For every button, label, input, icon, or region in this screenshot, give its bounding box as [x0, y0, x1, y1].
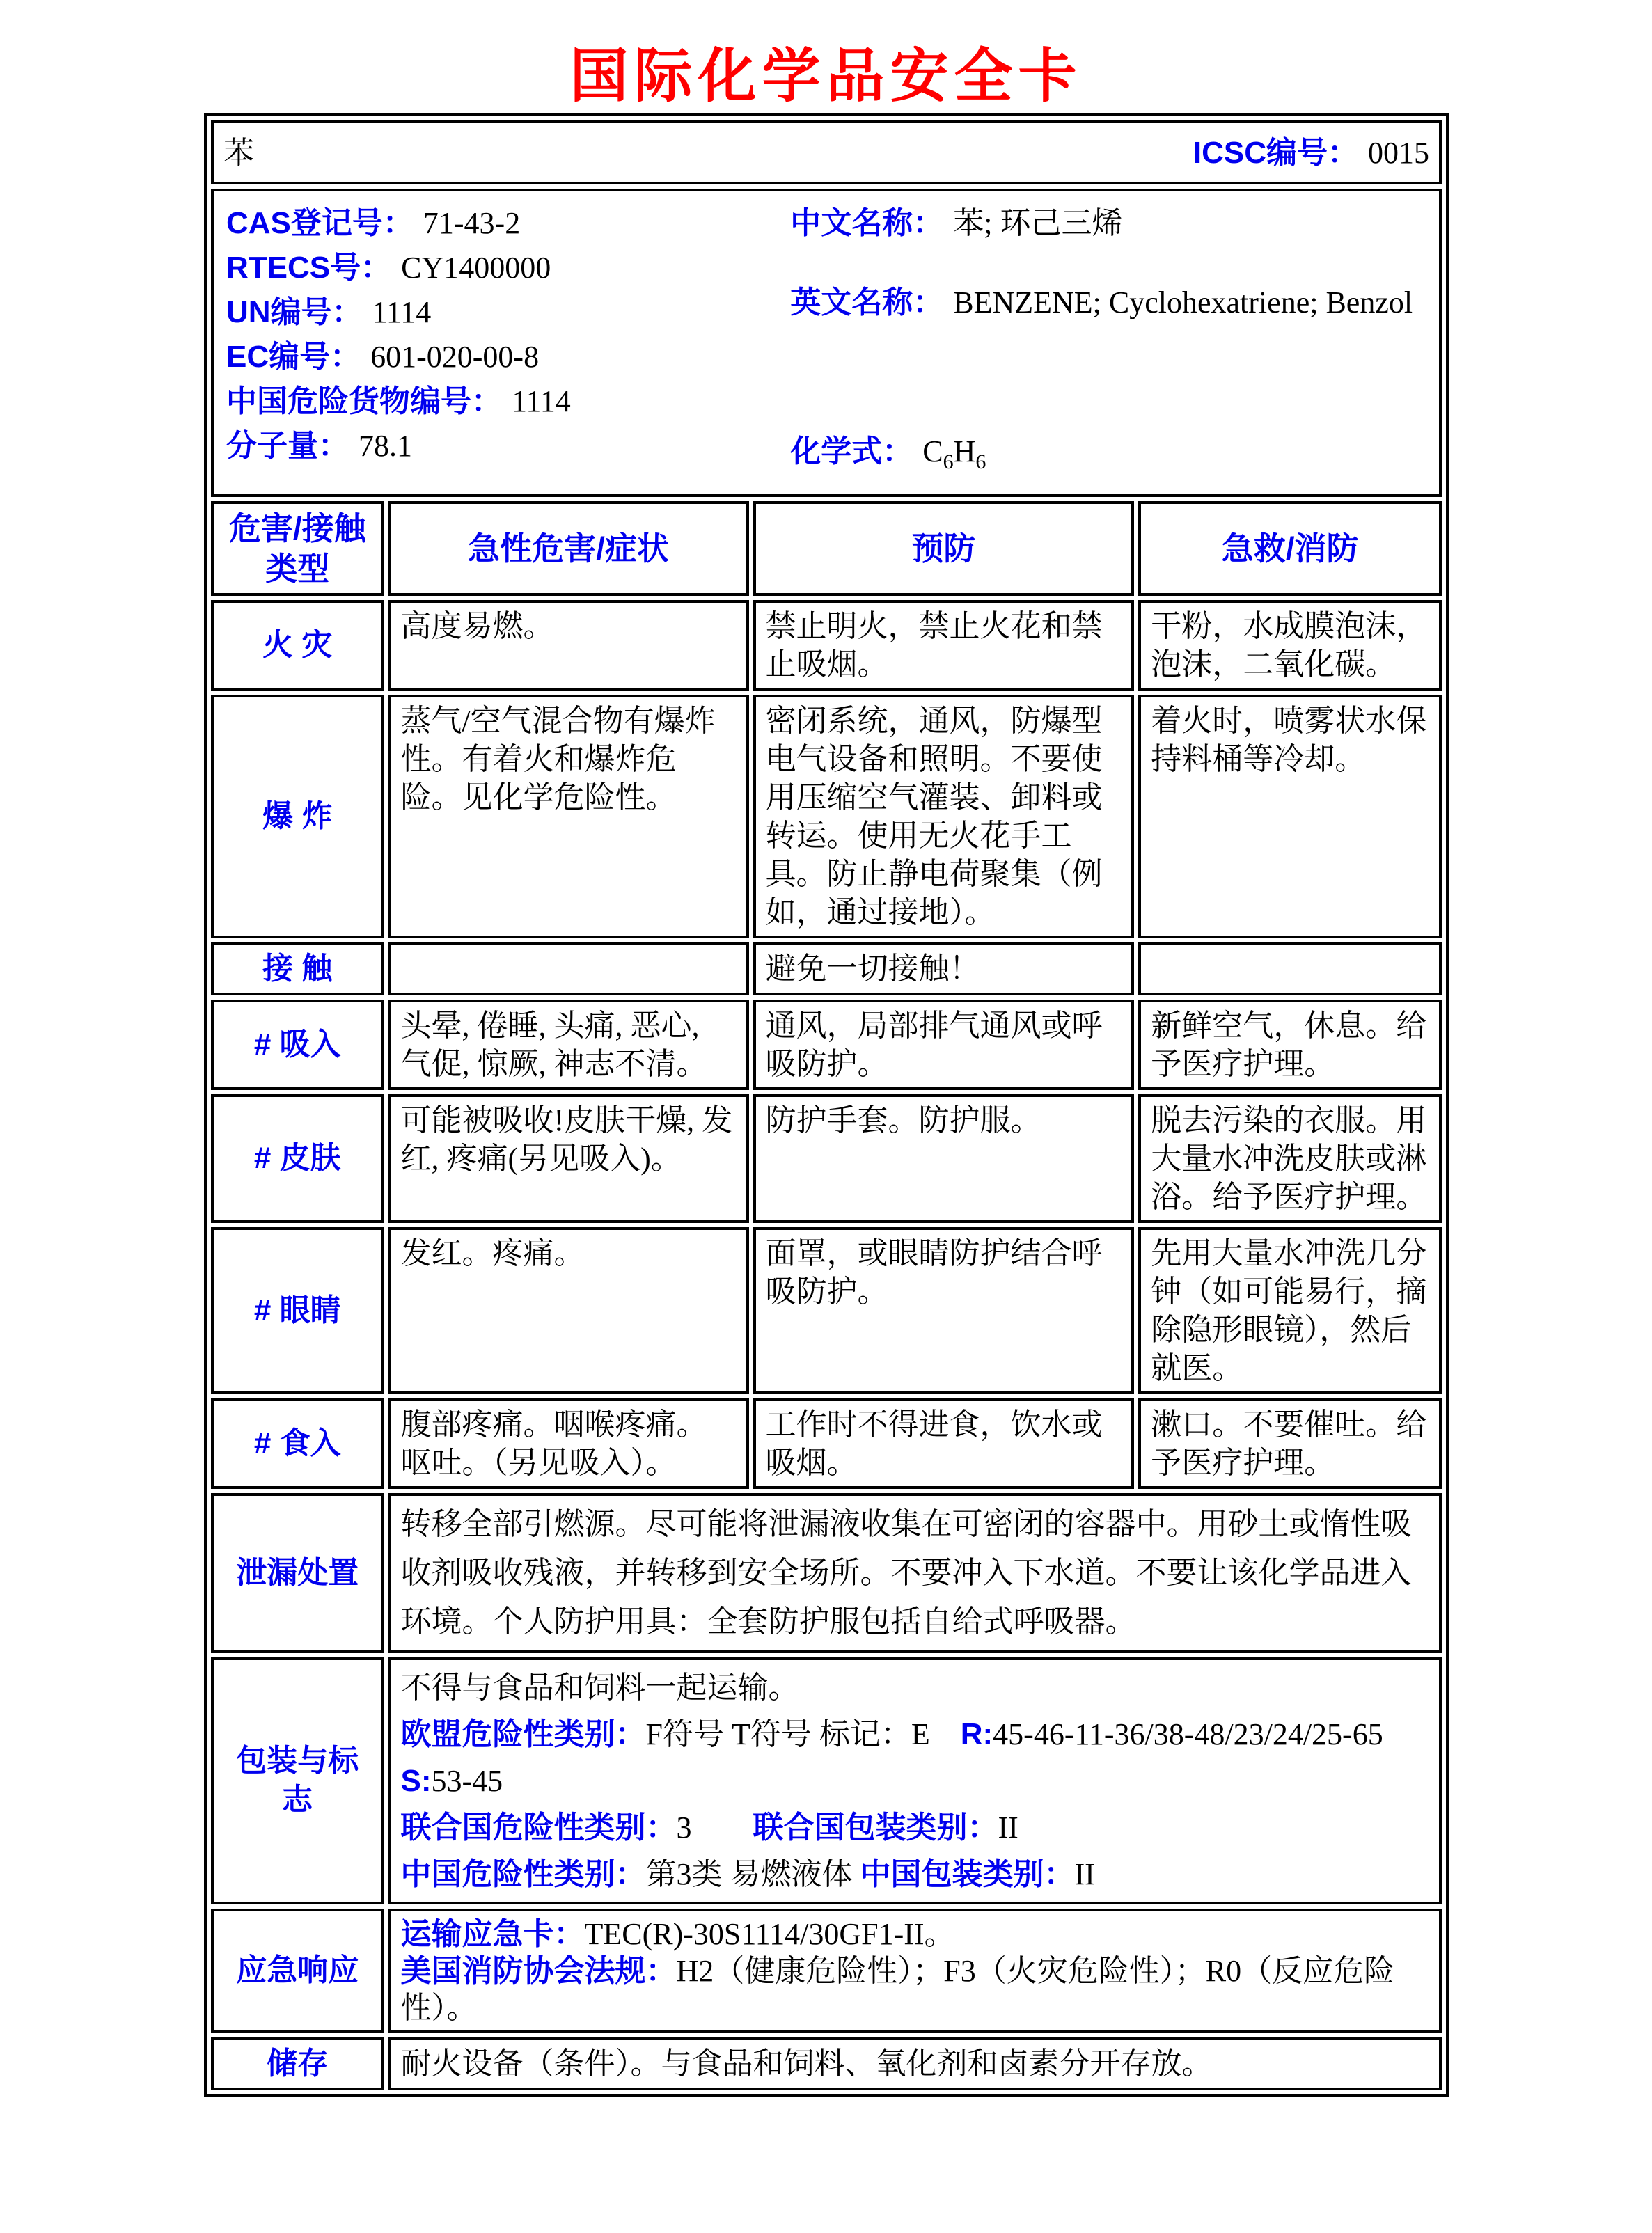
- packaging-transport-line: 不得与食品和饲料一起运输。: [400, 1670, 799, 1705]
- row-spill-label: 泄漏处置: [211, 1493, 384, 1653]
- row-emergency-content: [388, 1909, 1442, 2033]
- row-explosion-prevention: 密闭系统，通风，防爆型电气设备和照明。不要使用压缩空气灌装、卸料或转运。使用无火花手工具。防止静电荷聚集（例如，通过接地）。: [753, 695, 1135, 938]
- row-packaging-label: 包装与标志: [211, 1657, 384, 1904]
- row-skin: [211, 1094, 1442, 1223]
- row-inhalation-symptoms: 头晕, 倦睡, 头痛, 恶心, 气促, 惊厥, 神志不清。: [388, 1000, 749, 1090]
- header-acute-symptoms: 急性危害/症状: [388, 501, 749, 596]
- row-exposure-prevention: 避免一切接触！: [753, 942, 1135, 995]
- row-eyes: [211, 1227, 1442, 1394]
- formula-line: 化学式： $C_6H_6$: [790, 434, 986, 473]
- row-explosion-label: 爆 炸: [211, 695, 384, 938]
- emergency-tec-line: 运输应急卡：TEC(R)-30S1114/30GF1-II。: [400, 1916, 955, 1951]
- name-row: [211, 120, 1442, 184]
- row-inhalation-firstaid: 新鲜空气，休息。给予医疗护理。: [1138, 1000, 1442, 1090]
- row-storage-label: 储存: [211, 2037, 384, 2090]
- row-inhalation: [211, 1000, 1442, 1090]
- row-ingestion-prevention: 工作时不得进食，饮水或吸烟。: [753, 1398, 1135, 1489]
- row-explosion-symptoms: 蒸气/空气混合物有爆炸性。有着火和爆炸危险。见化学危险性。: [388, 695, 749, 938]
- china-dg-number-line: 中国危险货物编号： 1114: [226, 384, 571, 418]
- row-ingestion-label: # 食入: [211, 1398, 384, 1489]
- row-exposure-symptoms: [388, 942, 749, 995]
- formula-value: $C_6H_6$: [922, 434, 986, 473]
- safety-card-table: [204, 113, 1449, 2097]
- icsc-label: ICSC编号：: [1193, 135, 1358, 170]
- row-fire-prevention: 禁止明火，禁止火花和禁止吸烟。: [753, 600, 1135, 691]
- row-skin-symptoms: 可能被吸收!皮肤干燥, 发红, 疼痛(另见吸入)。: [388, 1094, 749, 1223]
- ec-number-line: EC编号： 601-020-00-8: [226, 340, 540, 374]
- row-explosion: [211, 695, 1442, 938]
- english-name-line: 英文名称： BENZENE; Cyclohexatriene; Benzol: [790, 285, 1413, 319]
- row-inhalation-label: # 吸入: [211, 1000, 384, 1090]
- row-skin-prevention: 防护手套。防护服。: [753, 1094, 1135, 1223]
- row-eyes-prevention: 面罩，或眼睛防护结合呼吸防护。: [753, 1227, 1135, 1394]
- substance-name: 苯: [223, 135, 254, 170]
- header-firstaid-firefighting: 急救/消防: [1138, 501, 1442, 596]
- row-eyes-symptoms: 发红。疼痛。: [388, 1227, 749, 1394]
- row-fire-firstaid: 干粉，水成膜泡沫，泡沫，二氧化碳。: [1138, 600, 1442, 691]
- rtecs-number-line: RTECS号： CY1400000: [226, 251, 551, 285]
- cas-number-line: CAS登记号： 71-43-2: [226, 206, 521, 240]
- row-fire: [211, 600, 1442, 691]
- row-packaging-content: [388, 1657, 1442, 1904]
- row-storage: [211, 2037, 1442, 2090]
- icsc-value: 0015: [1368, 135, 1429, 170]
- row-packaging-labelling: [211, 1657, 1442, 1904]
- row-emergency-response: [211, 1909, 1442, 2033]
- row-exposure-label: 接 触: [211, 942, 384, 995]
- row-skin-label: # 皮肤: [211, 1094, 384, 1223]
- emergency-nfpa-line: 美国消防协会法规：H2（健康危险性）；F3（火灾危险性）；R0（反应危险性）。: [400, 1953, 1395, 2025]
- header-hazard-type: 危害/接触类型: [211, 501, 384, 596]
- header-prevention: 预防: [753, 501, 1135, 596]
- packaging-china-class-line: 中国危险性类别：第3类 易燃液体 中国包装类别：II: [400, 1856, 1095, 1891]
- molecular-weight-line: 分子量： 78.1: [226, 429, 412, 463]
- page-title: 国际化学品安全卡: [569, 45, 1083, 109]
- row-ingestion-firstaid: 漱口。不要催吐。给予医疗护理。: [1138, 1398, 1442, 1489]
- name-cell: [211, 120, 1442, 184]
- row-eyes-firstaid: 先用大量水冲洗几分钟（如可能易行，摘除隐形眼镜），然后就医。: [1138, 1227, 1442, 1394]
- row-skin-firstaid: 脱去污染的衣服。用大量水冲洗皮肤或淋浴。给予医疗护理。: [1138, 1094, 1442, 1223]
- hazard-header-row: [211, 501, 1442, 596]
- info-row: [211, 189, 1442, 497]
- row-eyes-label: # 眼睛: [211, 1227, 384, 1394]
- row-ingestion-symptoms: 腹部疼痛。咽喉疼痛。呕吐。（另见吸入）。: [388, 1398, 749, 1489]
- row-exposure-firstaid: [1138, 942, 1442, 995]
- un-number-line: UN编号： 1114: [226, 295, 432, 329]
- packaging-un-class-line: 联合国危险性类别：3 联合国包装类别：II: [400, 1810, 1018, 1845]
- row-exposure: [211, 942, 1442, 995]
- row-storage-content: 耐火设备（条件）。与食品和饲料、氧化剂和卤素分开存放。: [388, 2037, 1442, 2090]
- icsc-number: [1193, 134, 1429, 172]
- row-fire-label: 火 灾: [211, 600, 384, 691]
- row-explosion-firstaid: 着火时，喷雾状水保持料桶等冷却。: [1138, 695, 1442, 938]
- name-list: [790, 201, 1426, 484]
- row-inhalation-prevention: 通风，局部排气通风或呼吸防护。: [753, 1000, 1135, 1090]
- row-emergency-label: 应急响应: [211, 1909, 384, 2033]
- packaging-eu-class-line: 欧盟危险性类别：F符号 T符号 标记：E R:45-46-11-36/38-48/23/24/25-65 S:53-45: [400, 1717, 1414, 1798]
- row-spill-disposal: [211, 1493, 1442, 1653]
- chinese-name-line: 中文名称： 苯; 环己三烯: [790, 206, 1123, 240]
- info-cell: [211, 189, 1442, 497]
- identifier-list: [226, 201, 790, 484]
- row-ingestion: [211, 1398, 1442, 1489]
- row-spill-content: 转移全部引燃源。尽可能将泄漏液收集在可密闭的容器中。用砂土或惰性吸收剂吸收残液，并转移到安全场所。不要冲入下水道。不要让该化学品进入环境。个人防护用具：全套防护服包括自给式呼吸器。: [388, 1493, 1442, 1653]
- row-fire-symptoms: 高度易燃。: [388, 600, 749, 691]
